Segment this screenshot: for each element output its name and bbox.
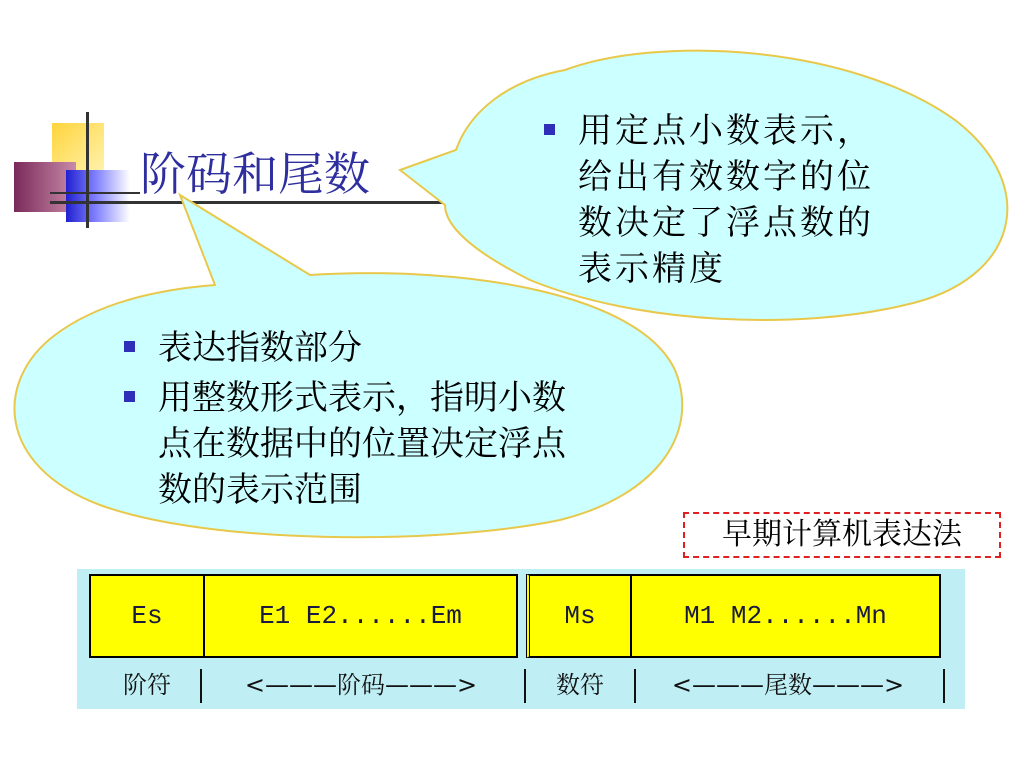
field-exponent-digits: E1 E2......Em	[203, 574, 518, 658]
label-separator	[524, 669, 526, 703]
callout-left-text	[118, 325, 568, 513]
label-separator	[943, 669, 945, 703]
bullet-icon	[124, 341, 135, 352]
field-mantissa-sign: Ms	[526, 574, 632, 658]
page-title: 阶码和尾数	[140, 147, 370, 201]
label-mantissa-sign: 数符	[556, 671, 604, 699]
note-box: 早期计算机表达法	[683, 512, 1001, 558]
callout-left-item: 用整数形式表示，指明小数点在数据中的位置决定浮点数的表示范围	[118, 375, 568, 513]
field-mantissa-digits: M1 M2......Mn	[630, 574, 941, 658]
callout-right-item: 用定点小数表示，给出有效数字的位数决定了浮点数的表示精度	[538, 108, 898, 292]
callout-left-item: 表达指数部分	[118, 325, 568, 371]
float-format-diagram	[77, 569, 965, 709]
bullet-icon	[124, 391, 135, 402]
bullet-icon	[544, 124, 555, 135]
label-separator	[200, 669, 202, 703]
label-mantissa: <———尾数———>	[671, 671, 905, 699]
callout-right-text	[538, 108, 898, 292]
label-separator	[634, 669, 636, 703]
label-exponent: <———阶码———>	[244, 671, 478, 699]
field-exponent-sign: Es	[89, 574, 205, 658]
label-exponent-sign: 阶符	[123, 671, 171, 699]
